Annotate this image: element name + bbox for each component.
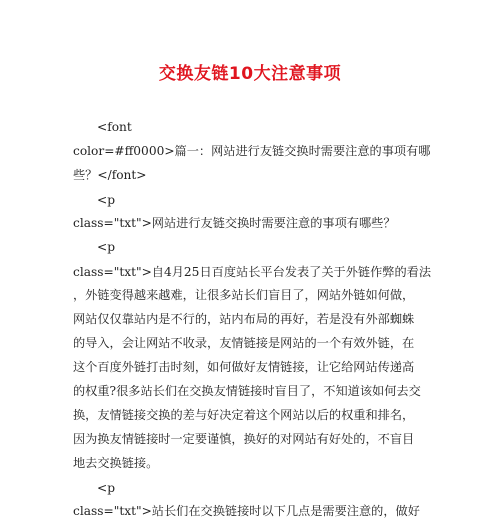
- text-line: 因为换友情链接时一定要谨慎，换好的对网站有好处的，不盲目: [73, 432, 415, 446]
- text-line: 些？</font>: [73, 168, 147, 182]
- text-line: 这个百度外链打击时刻，如何做好友情链接，让它给网站传递高: [73, 360, 415, 374]
- text-line: <font: [97, 120, 132, 134]
- text-line: class="txt">网站进行友链交换时需要注意的事项有哪些？: [73, 216, 396, 230]
- text-line: <p: [97, 193, 116, 207]
- text-line: class="txt">自4月25日百度站长平台发表了关于外链作弊的看法: [73, 265, 432, 279]
- text-line: ，外链变得越来越难，让很多站长们盲目了，网站外链如何做，: [73, 288, 415, 302]
- text-line: 的权重?很多站长们在交换友情链接时盲目了，不知道该如何去交: [73, 384, 421, 398]
- page-title: 交换友链10大注意事项: [158, 64, 342, 84]
- text-line: class="txt">站长们在交换链接时以下几点是需要注意的，做好: [73, 504, 420, 518]
- text-line: <p: [97, 240, 116, 254]
- text-line: 网站仅仅靠站内是不行的，站内布局的再好，若是没有外部蜘蛛: [73, 312, 415, 326]
- text-line: 换，友情链接交换的差与好决定着这个网站以后的权重和排名，: [73, 408, 415, 422]
- text-line: color=#ff0000>篇一：网站进行友链交换时需要注意的事项有哪: [73, 144, 431, 158]
- text-line: <p: [97, 481, 116, 495]
- text-line: 地去交换链接。: [73, 456, 159, 470]
- text-line: 的导入，会让网站不收录，友情链接是网站的一个有效外链，在: [73, 336, 415, 350]
